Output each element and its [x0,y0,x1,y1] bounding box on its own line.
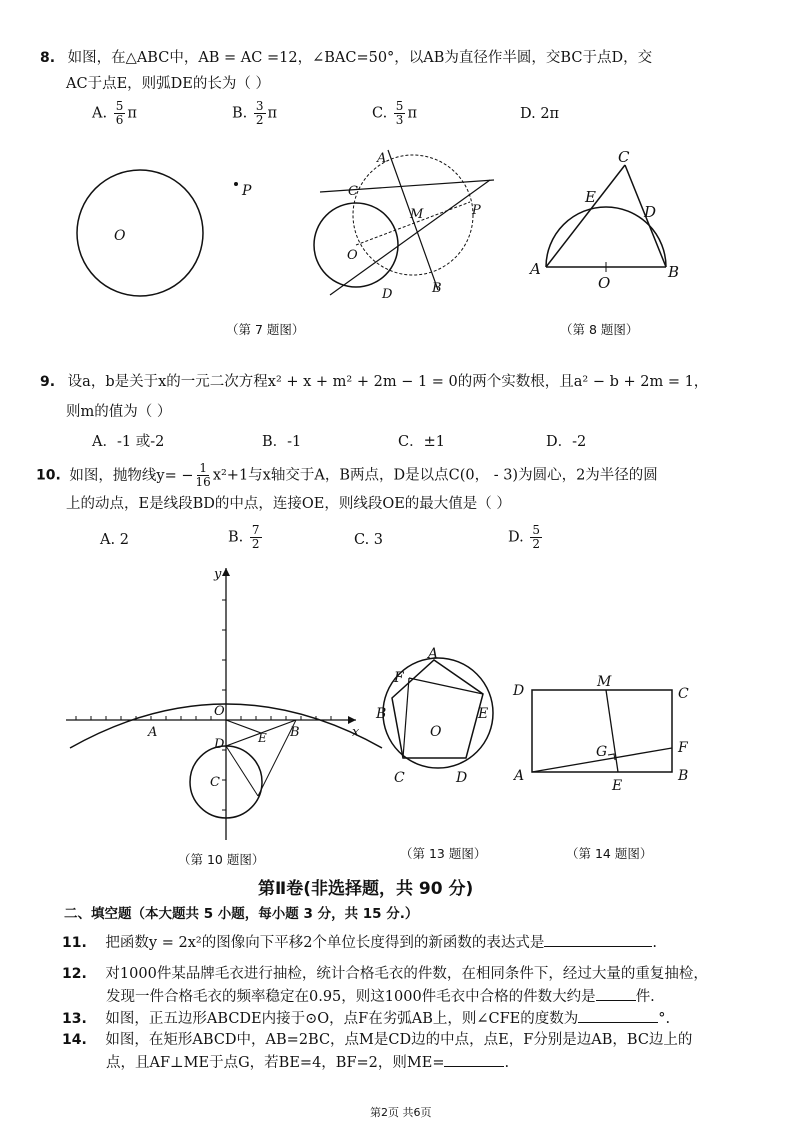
svg-text:O: O [598,274,611,292]
q10-line1: 10. 如图，抛物线y= − $\frac{1}{16}$ x²+1与x轴交于A，B两点，D是以点C(0， - 3)为圆心，2为半径的圆 [36,461,658,489]
svg-text:F: F [394,670,404,686]
q11: 11. 把函数y = 2x²的图像向下平移2个单位长度得到的新函数的表达式是 . [62,932,657,953]
svg-text:P: P [472,203,481,218]
q12-line2: 发现一件合格毛衣的频率稳定在0.95，则这1000件毛衣中合格的件数大约是 件. [106,986,655,1007]
svg-text:F: F [678,740,688,756]
svg-text:B: B [678,768,689,784]
q8-number: 8. [40,50,56,66]
fig7-circle-left [77,170,203,296]
q9-option-d: D．-2 [546,434,587,450]
q8-option-b: B. $\frac{3}{2}$ π [232,99,278,127]
svg-text:O: O [430,724,442,740]
q14-line1: 14. 如图，在矩形ABCD中，AB=2BC，点M是CD边的中点，点E，F分别是边AB，BC边上的 [62,1032,693,1048]
figures-10-13-14 [0,560,794,850]
q9-number: 9. [40,374,56,390]
svg-text:D: D [382,287,393,302]
q9-option-a: A．-1 或-2 [92,434,165,450]
svg-text:B: B [432,281,442,296]
svg-text:D: D [456,770,468,786]
q8-text-line1: 如图，在△ABC中，AB = AC =12，∠BAC=50°，以AB为直径作半圆，交BC于点D，交 [67,50,653,66]
q8-option-d: D. 2π [520,106,560,122]
svg-text:A: A [530,260,541,278]
svg-text:M: M [410,207,424,222]
q13: 13. 如图，正五边形ABCDE内接于⊙O，点F在劣弧AB上，则∠CFE的度数为 °. [62,1008,670,1029]
svg-text:E: E [478,706,489,722]
svg-text:D: D [513,683,525,699]
figures-7-8 [0,140,794,350]
part2-title: 第Ⅱ卷(非选择题，共 90 分) [258,879,474,899]
svg-text:A: A [514,768,525,784]
svg-text:E: E [585,188,596,206]
svg-text:B: B [668,263,680,281]
page-footer: 第2页 共6页 [370,1106,432,1119]
q10-option-a: A. 2 [100,532,129,548]
q9-option-c: C．±1 [398,434,445,450]
q10-option-d: D. $\frac{5}{2}$ [508,523,540,551]
q14-line2: 点，且AF⊥ME于点G，若BE=4，BF=2，则ME= . [106,1052,509,1073]
svg-text:x: x [352,725,360,740]
q10-option-b: B. $\frac{7}{2}$ [228,523,260,551]
fig14-caption: （第 14 题图） [566,846,653,861]
q8-option-c: C. $\frac{5}{3}$ π [372,99,417,127]
svg-text:B: B [376,706,387,722]
svg-text:y: y [214,567,222,582]
q8-option-a: A. $\frac{5}{6}$ π [92,99,137,127]
fig13-pentagon [392,660,483,758]
fig7-label-o1: O [114,228,126,244]
svg-text:C: C [394,770,405,786]
q9-option-b: B．-1 [262,434,302,450]
section-fill-in-title: 二、填空题（本大题共 5 小题，每小题 3 分，共 15 分.） [64,906,419,922]
fig7-caption: （第 7 题图） [226,322,305,337]
q10-number: 10. [36,467,61,484]
svg-text:D: D [644,203,657,221]
svg-text:D: D [214,737,225,752]
q10-line2: 上的动点，E是线段BD的中点，连接OE，则线段OE的最大值是（ ） [66,496,511,512]
svg-text:C: C [678,686,689,702]
fig7-label-p1: P [242,183,252,199]
svg-text:E: E [258,731,267,745]
svg-text:A: A [148,725,158,740]
svg-text:A: A [377,151,387,166]
q8-line2: AC于点E，则弧DE的长为（ ） [66,76,270,92]
fig10-caption: （第 10 题图） [178,852,265,867]
svg-text:E: E [612,778,623,794]
fig13-caption: （第 13 题图） [400,846,487,861]
q12-line1: 12. 对1000件某品牌毛衣进行抽检，统计合格毛衣的件数，在相同条件下，经过大量的重复抽检， [62,966,708,982]
q9-text-line1: 设a，b是关于x的一元二次方程x² + x + m² + 2m − 1 = 0的两个实数根，且a² − b + 2m = 1， [67,374,709,390]
svg-text:C: C [618,148,630,166]
svg-text:B: B [290,725,300,740]
fig8-caption: （第 8 题图） [560,322,639,337]
svg-text:A: A [428,646,439,662]
svg-text:C: C [348,184,358,199]
svg-text:G: G [596,744,608,760]
svg-text:O: O [347,248,358,263]
q10-option-c: C. 3 [354,532,384,548]
svg-text:O: O [214,704,225,719]
q9-line2: 则m的值为（ ） [66,404,172,420]
q8-line1 [40,48,652,68]
svg-text:C: C [210,775,220,790]
fig7-point-p-dot [234,182,238,186]
svg-text:M: M [597,674,612,690]
q9-line1 [40,372,708,392]
